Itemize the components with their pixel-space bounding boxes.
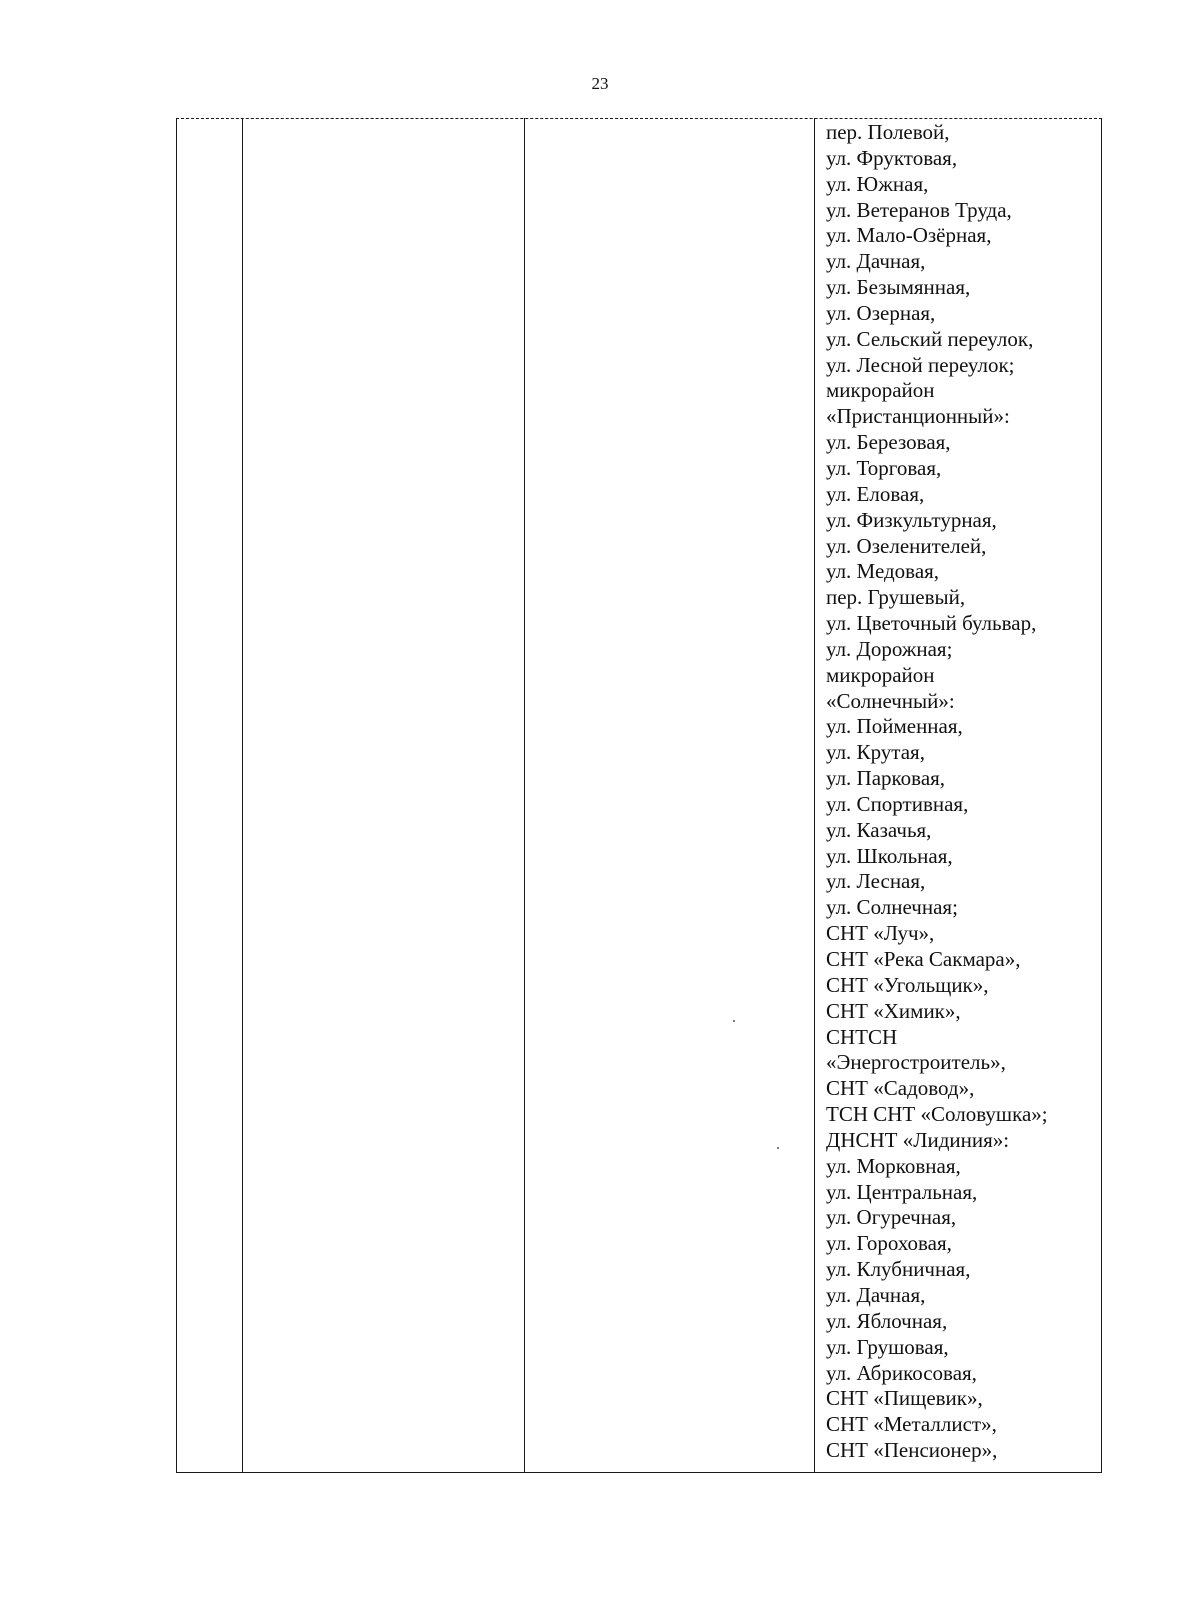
scan-speck — [733, 1020, 735, 1022]
column-divider-3 — [814, 118, 815, 1473]
address-list — [826, 120, 1096, 1464]
address-line: СНТ «Пенсионер», — [826, 1438, 998, 1463]
address-line: ул. Дачная, — [826, 1282, 926, 1307]
address-line: ул. Озерная, — [826, 300, 936, 325]
address-line: ул. Крутая, — [826, 740, 925, 765]
address-line: ул. Яблочная, — [826, 1308, 948, 1333]
address-line: ДНСНТ «Лидиния»: — [826, 1127, 1010, 1152]
address-line: ул. Клубничная, — [826, 1257, 971, 1282]
address-line: ул. Центральная, — [826, 1179, 978, 1204]
address-line: ул. Торговая, — [826, 455, 942, 480]
address-line: ул. Лесной переулок; — [826, 352, 1015, 377]
address-line: СНТ «Пищевик», — [826, 1386, 983, 1411]
address-line: СНТ «Химик», — [826, 998, 961, 1023]
address-line: ТСН СНТ «Соловушка»; — [826, 1102, 1048, 1127]
address-line: «Пристанционный»: — [826, 404, 1010, 429]
address-line: СНТ «Угольщик», — [826, 972, 989, 997]
address-line: ул. Фруктовая, — [826, 145, 958, 170]
address-line: ул. Безымянная, — [826, 275, 971, 300]
address-line: ул. Еловая, — [826, 481, 925, 506]
column-divider-1 — [242, 118, 243, 1473]
address-line: пер. Грушевый, — [826, 585, 966, 610]
address-line: «Солнечный»: — [826, 688, 955, 713]
scan-speck — [777, 1147, 779, 1149]
page-number: 23 — [591, 74, 609, 93]
address-line: ул. Грушовая, — [826, 1334, 949, 1359]
column-divider-2 — [524, 118, 525, 1473]
address-line: СНТСН — [826, 1024, 898, 1049]
address-line: ул. Цветочный бульвар, — [826, 611, 1037, 636]
address-line: ул. Ветеранов Труда, — [826, 197, 1012, 222]
address-line: ул. Дорожная; — [826, 636, 953, 661]
address-line: ул. Сельский переулок, — [826, 326, 1034, 351]
address-line: СНТ «Садовод», — [826, 1076, 975, 1101]
address-line: пер. Полевой, — [826, 120, 950, 144]
address-line: ул. Спортивная, — [826, 791, 969, 816]
address-line: СНТ «Луч», — [826, 921, 935, 946]
address-line: ул. Абрикосовая, — [826, 1360, 977, 1385]
address-line: СНТ «Река Сакмара», — [826, 947, 1021, 971]
address-line: ул. Солнечная; — [826, 895, 958, 920]
address-line: ул. Березовая, — [826, 430, 951, 455]
address-line: ул. Огуречная, — [826, 1205, 957, 1230]
address-line: ул. Гороховая, — [826, 1231, 952, 1256]
address-line: СНТ «Металлист», — [826, 1412, 997, 1437]
address-line: ул. Физкультурная, — [826, 507, 997, 532]
address-line: ул. Озеленителей, — [826, 533, 987, 558]
address-line: ул. Дачная, — [826, 249, 926, 274]
address-line: ул. Морковная, — [826, 1153, 961, 1178]
address-line: «Энергостроитель», — [826, 1050, 1006, 1075]
address-line: ул. Школьная, — [826, 843, 953, 868]
address-line: ул. Парковая, — [826, 766, 946, 791]
address-line: ул. Мало-Озёрная, — [826, 223, 992, 248]
address-line: ул. Лесная, — [826, 869, 926, 894]
address-line: ул. Медовая, — [826, 559, 940, 584]
address-line: ул. Южная, — [826, 171, 929, 196]
address-line: ул. Пойменная, — [826, 714, 963, 739]
address-line: ул. Казачья, — [826, 817, 932, 842]
address-line: микрорайон — [826, 662, 935, 687]
address-line: микрорайон — [826, 378, 935, 403]
